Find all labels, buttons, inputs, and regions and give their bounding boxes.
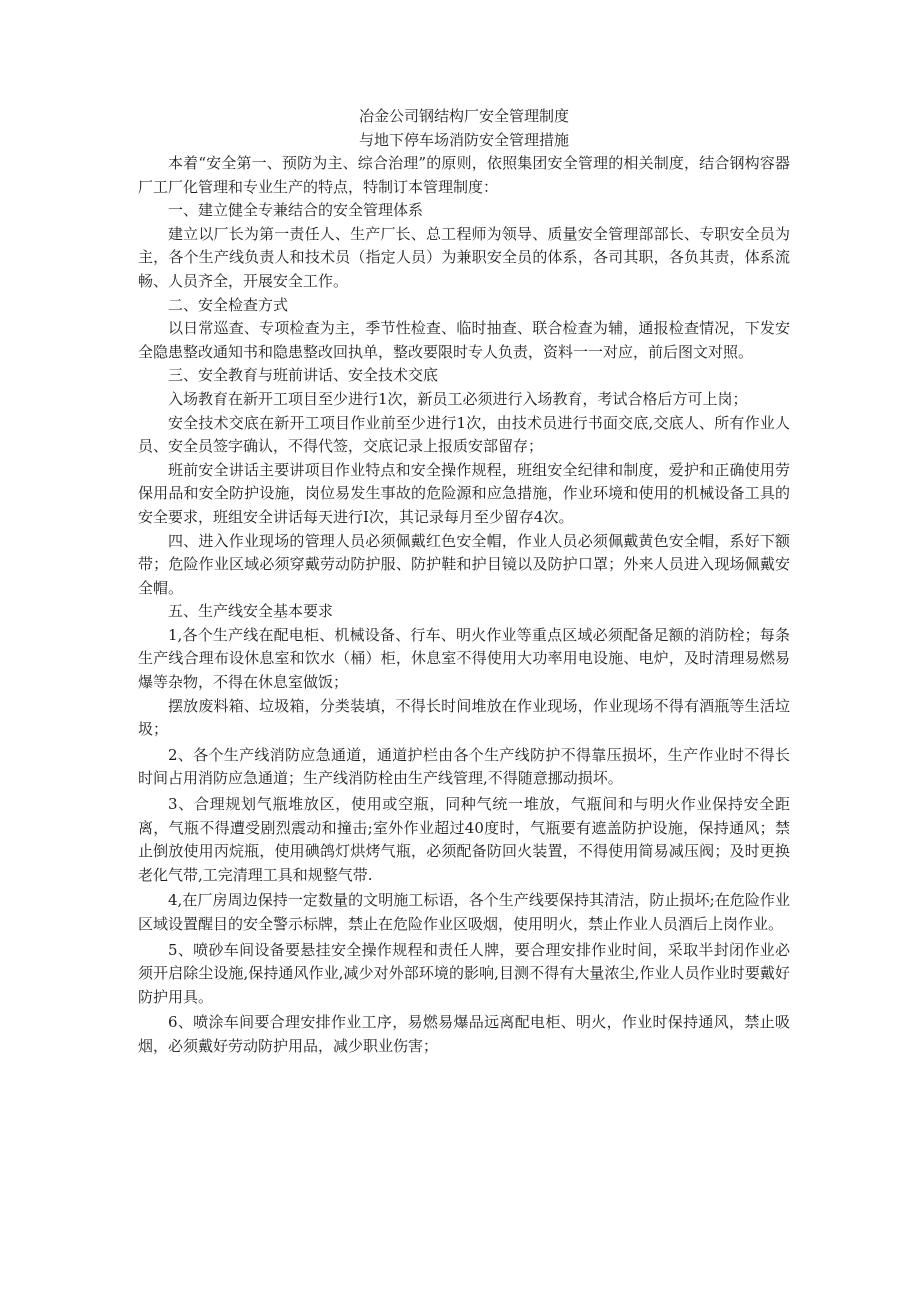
document-title-line-1: 冶金公司钢结构厂安全管理制度	[358, 107, 569, 125]
section-3-paragraph-2: 安全技术交底在新开工项目作业前至少进行1次，由技术员进行书面交底,交底人、所有作业人员、安全员签字确认，不得代签，交底记录上报质安部留存；	[138, 413, 790, 456]
document-title-line-2: 与地下停车场消防安全管理措施	[358, 131, 569, 149]
section-5-item-3: 3、合理规划气瓶堆放区，使用或空瓶，同种气统一堆放，气瓶间和与明火作业保持安全距离，气瓶不得遭受剧烈震动和撞击;室外作业超过40度时，气瓶要有遮盖防护设施，保持通风；禁止倒放使用丙烷瓶，使用碘鸽灯烘烤气瓶，必须配备防回火装置，不得使用简易减压阀；及时更换老化气带,工完清理工具和规整气带.	[138, 795, 790, 884]
section-2-body: 以日常巡查、专项检查为主，季节性检查、临时抽查、联合检查为辅，通报检查情况，下发安全隐患整改通知书和隐患整改回执单，整改要限时专人负责，资料一一对应，前后图文对照。	[138, 319, 790, 361]
section-1-heading: 一、建立健全专兼结合的安全管理体系	[168, 201, 424, 220]
document-page	[138, 104, 790, 1059]
intro-paragraph: 本着“安全第一、预防为主、综合治理”的原则，依照集团安全管理的相关制度，结合钢构容器厂工厂化管理和专业生产的特点，特制订本管理制度：	[138, 154, 790, 196]
section-5-item-1: 1,各个生产线在配电柜、机械设备、行车、明火作业等重点区域必须配备足额的消防栓；每条生产线合理布设休息室和饮水（桶）柜，休息室不得使用大功率用电设施、电炉，及时清理易燃易爆等杂物，不得在休息室做饭；	[138, 625, 790, 692]
section-4-paragraph: 四、进入作业现场的管理人员必须佩戴红色安全帽，作业人员必须佩戴黄色安全帽，系好下额带；危险作业区域必须穿戴劳动防护服、防护鞋和护目镜以及防护口罩；外来人员进入现场佩戴安全帽。	[138, 531, 790, 597]
section-5-item-5: 5、喷砂车间设备要悬挂安全操作规程和责任人牌，要合理安排作业时间，采取半封闭作业必须开启除尘设施,保持通风作业,减少对外部环境的影响,目测不得有大量浓尘,作业人员作业时要戴好防护用具。	[138, 940, 790, 1006]
section-3-paragraph-3: 班前安全讲话主要讲项目作业特点和安全操作规程，班组安全纪律和制度，爱护和正确使用劳保用品和安全防护设施，岗位易发生事故的危险源和应急措施，作业环境和使用的机械设备工具的安全要求，班组安全讲话每天进行I次，其记录每月至少留存4次。	[138, 460, 790, 526]
section-3-heading: 三、安全教育与班前讲话、安全技术交底	[168, 366, 439, 385]
section-3-paragraph-1: 入场教育在新开工项目至少进行1次，新员工必须进行入场教育，考试合格后方可上岗；	[168, 389, 748, 408]
section-2-heading: 二、安全检查方式	[168, 295, 289, 314]
section-5-heading: 五、生产线安全基本要求	[168, 602, 334, 621]
section-1-body: 建立以厂长为第一责任人、生产厂长、总工程师为领导、质量安全管理部部长、专职安全员为主，各个生产线负责人和技术员（指定人员）为兼职安全员的体系，各司其职，各负其责，体系流畅、人员齐全，开展安全工作。	[138, 224, 790, 290]
section-5-item-1b: 摆放废料箱、垃圾箱，分类装填，不得长时间堆放在作业现场，作业现场不得有酒瓶等生活垃圾；	[138, 696, 790, 739]
section-5-item-4: 4,在厂房周边保持一定数量的文明施工标语，各个生产线要保持其清洁，防止损坏;在危险作业区域设置醒目的安全警示标牌，禁止在危险作业区吸烟，使用明火，禁止作业人员酒后上岗作业。	[138, 891, 790, 933]
section-5-item-6: 6、喷涂车间要合理安排作业工序，易燃易爆品远离配电柜、明火，作业时保持通风，禁止吸烟，必须戴好劳动防护用品，减少职业伤害；	[138, 1013, 790, 1055]
section-5-item-2: 2、各个生产线消防应急通道，通道护栏由各个生产线防护不得靠压损坏，生产作业时不得长时间占用消防应急通道；生产线消防栓由生产线管理,不得随意挪动损坏。	[138, 745, 790, 788]
